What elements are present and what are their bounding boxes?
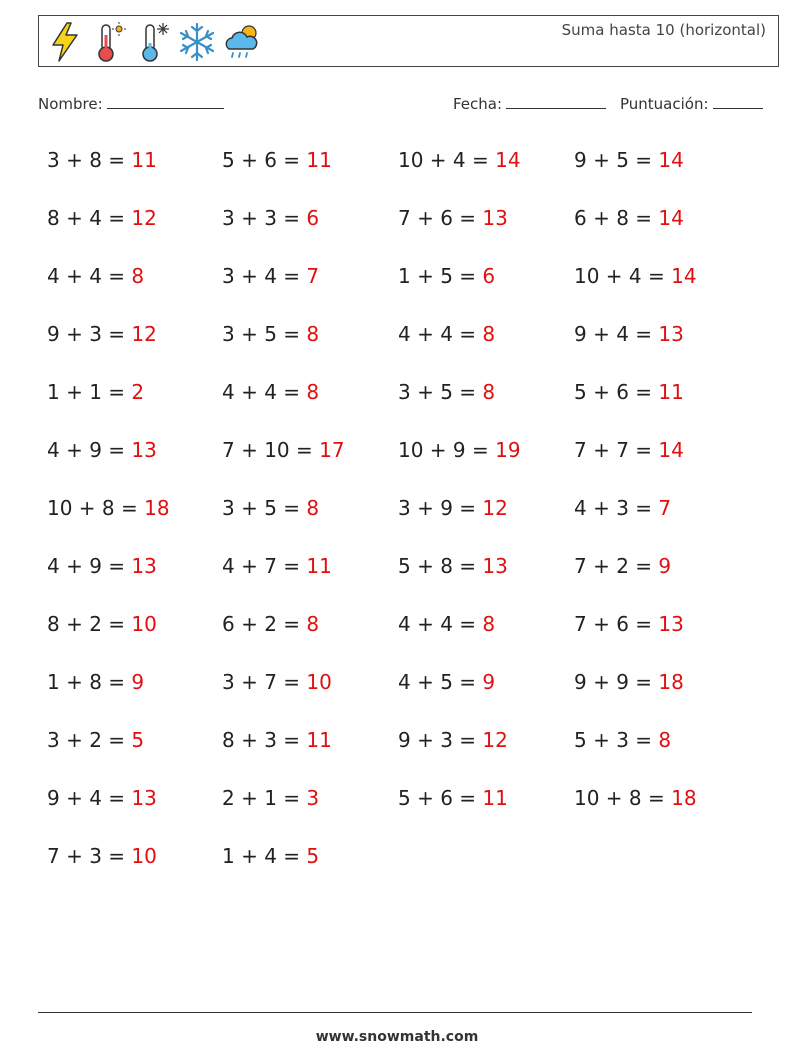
problem-question: 9 + 3 = <box>47 322 132 346</box>
problem-question: 9 + 3 = <box>398 728 483 752</box>
worksheet-title: Suma hasta 10 (horizontal) <box>561 21 766 39</box>
problem-question: 5 + 6 = <box>574 380 659 404</box>
problem-answer: 14 <box>671 264 697 288</box>
problem-cell <box>222 372 319 412</box>
problem-answer: 2 <box>131 380 145 404</box>
problem-question: 3 + 5 = <box>222 322 307 346</box>
problem-answer: 8 <box>131 264 145 288</box>
problem-row <box>47 314 767 354</box>
problem-answer: 11 <box>131 148 157 172</box>
problem-answer: 11 <box>306 148 332 172</box>
problem-row <box>47 546 767 586</box>
problem-question: 3 + 5 = <box>222 496 307 520</box>
problem-cell <box>574 140 684 180</box>
problem-cell <box>222 720 332 760</box>
problem-question: 4 + 3 = <box>574 496 659 520</box>
problem-answer: 13 <box>482 206 508 230</box>
problem-cell <box>398 372 495 412</box>
problem-question: 1 + 5 = <box>398 264 483 288</box>
problem-question: 2 + 1 = <box>222 786 307 810</box>
problem-cell <box>222 836 319 876</box>
problem-cell <box>222 314 319 354</box>
problem-cell <box>398 604 495 644</box>
problem-question: 10 + 9 = <box>398 438 496 462</box>
problem-question: 5 + 6 = <box>398 786 483 810</box>
footer-divider <box>38 1012 752 1013</box>
problem-answer: 10 <box>306 670 332 694</box>
problem-question: 3 + 5 = <box>398 380 483 404</box>
problem-answer: 11 <box>306 554 332 578</box>
problem-row <box>47 198 767 238</box>
problem-answer: 8 <box>482 380 496 404</box>
problem-question: 7 + 2 = <box>574 554 659 578</box>
problem-question: 6 + 8 = <box>574 206 659 230</box>
problem-answer: 8 <box>658 728 672 752</box>
problem-cell <box>398 140 521 180</box>
problem-cell <box>398 546 508 586</box>
problem-cell <box>574 372 684 412</box>
problem-answer: 6 <box>306 206 320 230</box>
problem-row <box>47 256 767 296</box>
problem-question: 6 + 2 = <box>222 612 307 636</box>
problem-cell <box>398 198 508 238</box>
problem-cell <box>222 256 319 296</box>
problem-question: 4 + 4 = <box>398 322 483 346</box>
problem-question: 4 + 5 = <box>398 670 483 694</box>
problem-cell <box>47 372 144 412</box>
problem-cell <box>574 546 671 586</box>
name-label: Nombre: <box>38 95 103 113</box>
problem-cell <box>47 778 157 818</box>
name-blank <box>107 94 224 109</box>
problem-cell <box>398 488 508 528</box>
problem-question: 9 + 5 = <box>574 148 659 172</box>
problem-answer: 13 <box>131 554 157 578</box>
problem-question: 3 + 3 = <box>222 206 307 230</box>
score-blank <box>713 94 763 109</box>
problem-question: 8 + 4 = <box>47 206 132 230</box>
problem-cell <box>222 488 319 528</box>
problem-question: 10 + 4 = <box>574 264 672 288</box>
problem-cell <box>47 256 144 296</box>
rain-cloud-sun-icon <box>223 21 259 63</box>
problem-answer: 17 <box>319 438 345 462</box>
problem-question: 10 + 8 = <box>574 786 672 810</box>
problem-question: 1 + 1 = <box>47 380 132 404</box>
problem-answer: 9 <box>482 670 496 694</box>
problem-question: 3 + 9 = <box>398 496 483 520</box>
problem-cell <box>398 720 508 760</box>
problem-question: 10 + 8 = <box>47 496 145 520</box>
problem-cell <box>398 314 495 354</box>
problem-cell <box>47 720 144 760</box>
problem-question: 7 + 6 = <box>398 206 483 230</box>
problem-question: 1 + 8 = <box>47 670 132 694</box>
problem-cell <box>222 778 319 818</box>
problem-question: 7 + 10 = <box>222 438 320 462</box>
problem-answer: 8 <box>482 322 496 346</box>
problem-question: 4 + 9 = <box>47 554 132 578</box>
problem-answer: 6 <box>482 264 496 288</box>
problem-answer: 12 <box>482 728 508 752</box>
problem-answer: 7 <box>306 264 320 288</box>
footer-url: www.snowmath.com <box>315 1029 479 1045</box>
problem-answer: 8 <box>306 322 320 346</box>
problem-cell <box>574 778 697 818</box>
problem-answer: 10 <box>131 612 157 636</box>
problem-answer: 13 <box>131 438 157 462</box>
problem-question: 3 + 8 = <box>47 148 132 172</box>
problem-answer: 11 <box>658 380 684 404</box>
problem-answer: 11 <box>306 728 332 752</box>
problem-cell <box>47 662 144 702</box>
problem-cell <box>398 778 508 818</box>
problem-question: 3 + 2 = <box>47 728 132 752</box>
problem-cell <box>47 488 170 528</box>
problem-answer: 9 <box>131 670 145 694</box>
problem-question: 9 + 4 = <box>47 786 132 810</box>
problem-row <box>47 430 767 470</box>
problem-question: 3 + 4 = <box>222 264 307 288</box>
problem-answer: 13 <box>658 322 684 346</box>
date-blank <box>506 94 606 109</box>
snowflake-icon <box>179 21 215 63</box>
problem-question: 8 + 2 = <box>47 612 132 636</box>
problem-answer: 8 <box>306 496 320 520</box>
problem-cell <box>574 662 684 702</box>
problem-question: 3 + 7 = <box>222 670 307 694</box>
problem-question: 9 + 4 = <box>574 322 659 346</box>
problem-row <box>47 778 767 818</box>
thermometer-hot-icon <box>91 21 127 63</box>
problem-answer: 14 <box>658 438 684 462</box>
problem-question: 4 + 4 = <box>222 380 307 404</box>
problem-answer: 13 <box>658 612 684 636</box>
problem-question: 7 + 7 = <box>574 438 659 462</box>
problem-question: 7 + 3 = <box>47 844 132 868</box>
problem-cell <box>574 198 684 238</box>
problem-answer: 5 <box>131 728 145 752</box>
problem-answer: 7 <box>658 496 672 520</box>
problem-question: 4 + 9 = <box>47 438 132 462</box>
problem-question: 4 + 7 = <box>222 554 307 578</box>
problem-cell <box>574 430 684 470</box>
problem-cell <box>398 256 495 296</box>
problem-question: 9 + 9 = <box>574 670 659 694</box>
problem-cell <box>222 140 332 180</box>
worksheet-header <box>38 15 779 67</box>
problem-answer: 5 <box>306 844 320 868</box>
problem-row <box>47 604 767 644</box>
problem-question: 7 + 6 = <box>574 612 659 636</box>
problem-row <box>47 662 767 702</box>
problem-question: 5 + 8 = <box>398 554 483 578</box>
name-field <box>38 94 224 113</box>
problem-question: 4 + 4 = <box>398 612 483 636</box>
problem-answer: 13 <box>131 786 157 810</box>
problem-answer: 12 <box>131 322 157 346</box>
problem-cell <box>574 256 697 296</box>
problem-question: 5 + 6 = <box>222 148 307 172</box>
problem-cell <box>47 314 157 354</box>
thermometer-cold-icon <box>135 21 171 63</box>
header-icons <box>47 20 267 64</box>
problem-cell <box>574 488 671 528</box>
problem-answer: 8 <box>306 612 320 636</box>
problem-cell <box>398 430 521 470</box>
problem-answer: 12 <box>482 496 508 520</box>
problem-question: 8 + 3 = <box>222 728 307 752</box>
problem-answer: 14 <box>658 148 684 172</box>
problem-cell <box>222 604 319 644</box>
problem-answer: 8 <box>482 612 496 636</box>
score-label: Puntuación: <box>620 95 709 113</box>
problem-cell <box>47 140 157 180</box>
problem-row <box>47 720 767 760</box>
problem-question: 4 + 4 = <box>47 264 132 288</box>
problem-answer: 8 <box>306 380 320 404</box>
problem-cell <box>398 662 495 702</box>
problem-row <box>47 488 767 528</box>
lightning-icon <box>47 21 83 63</box>
problem-answer: 14 <box>495 148 521 172</box>
problem-cell <box>222 546 332 586</box>
problem-cell <box>47 198 157 238</box>
problem-answer: 14 <box>658 206 684 230</box>
problem-question: 5 + 3 = <box>574 728 659 752</box>
problem-question: 10 + 4 = <box>398 148 496 172</box>
problem-cell <box>222 430 345 470</box>
problem-row <box>47 836 767 876</box>
problem-cell <box>574 720 671 760</box>
problem-answer: 12 <box>131 206 157 230</box>
problem-answer: 3 <box>306 786 320 810</box>
problem-answer: 11 <box>482 786 508 810</box>
problem-cell <box>574 604 684 644</box>
date-label: Fecha: <box>453 95 503 113</box>
score-field <box>620 94 763 113</box>
problem-answer: 10 <box>131 844 157 868</box>
problem-answer: 18 <box>671 786 697 810</box>
problem-cell <box>47 546 157 586</box>
problem-answer: 19 <box>495 438 521 462</box>
problem-row <box>47 372 767 412</box>
problem-cell <box>47 430 157 470</box>
problem-cell <box>47 604 157 644</box>
problem-answer: 9 <box>658 554 672 578</box>
problem-answer: 18 <box>144 496 170 520</box>
date-field <box>453 94 606 113</box>
problem-cell <box>222 662 332 702</box>
problem-question: 1 + 4 = <box>222 844 307 868</box>
problem-cell <box>47 836 157 876</box>
problem-cell <box>574 314 684 354</box>
problem-cell <box>222 198 319 238</box>
problem-row <box>47 140 767 180</box>
problem-answer: 18 <box>658 670 684 694</box>
problem-answer: 13 <box>482 554 508 578</box>
